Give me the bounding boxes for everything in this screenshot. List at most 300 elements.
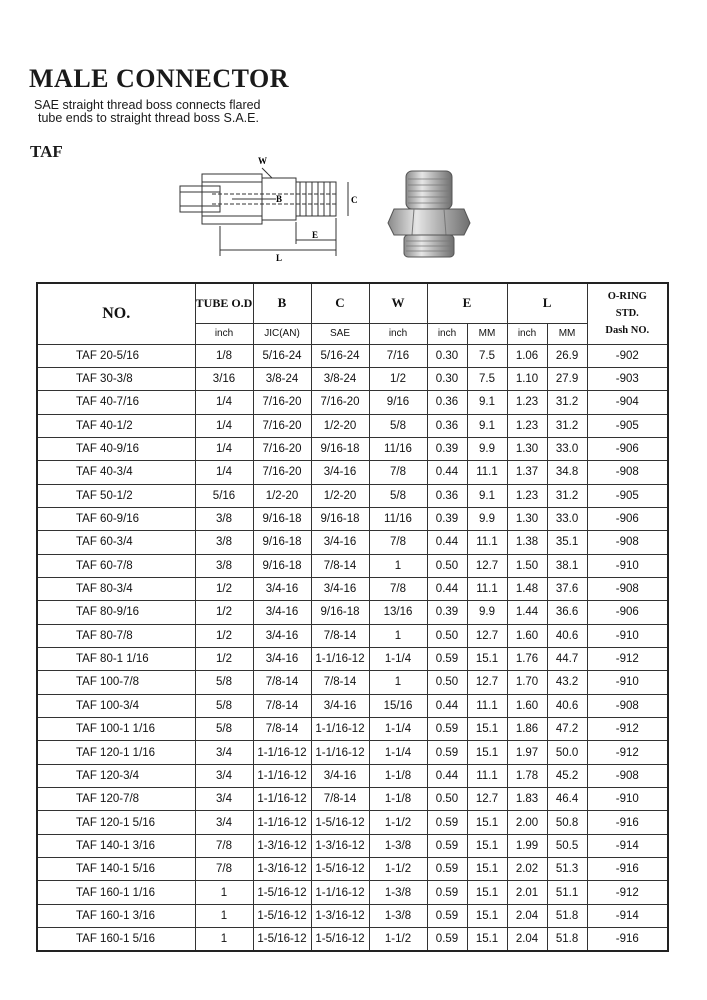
- table-cell: 9/16-18: [311, 601, 369, 624]
- table-body: [37, 344, 668, 951]
- table-row: [37, 414, 668, 437]
- table-cell: 1-1/16-12: [253, 788, 311, 811]
- table-row: [37, 531, 668, 554]
- table-cell: 7/8: [369, 531, 427, 554]
- table-cell: -910: [587, 788, 668, 811]
- table-cell: 1: [369, 671, 427, 694]
- table-cell: 1/2: [195, 601, 253, 624]
- table-cell: 2.01: [507, 881, 547, 904]
- table-cell: 7/8-14: [253, 671, 311, 694]
- table-cell: 1/8: [195, 344, 253, 367]
- table-cell: 15/16: [369, 694, 427, 717]
- table-cell: 1-1/16-12: [311, 718, 369, 741]
- table-cell: 0.59: [427, 834, 467, 857]
- table-cell: 1-1/16-12: [253, 811, 311, 834]
- table-cell: 0.39: [427, 437, 467, 460]
- table-cell: 11.1: [467, 461, 507, 484]
- table-cell: 9.9: [467, 507, 507, 530]
- table-row: [37, 647, 668, 670]
- table-cell: 0.59: [427, 647, 467, 670]
- table-cell: 7/8-14: [311, 554, 369, 577]
- table-cell: 1-3/16-12: [311, 834, 369, 857]
- table-cell: TAF 50-1/2: [37, 484, 195, 507]
- header-c: C: [311, 283, 369, 323]
- table-cell: 15.1: [467, 647, 507, 670]
- connector-product-photo: [386, 165, 472, 261]
- table-cell: 3/8: [195, 554, 253, 577]
- table-cell: 51.1: [547, 881, 587, 904]
- table-cell: -912: [587, 881, 668, 904]
- table-cell: 3/8-24: [311, 367, 369, 390]
- table-cell: 1.38: [507, 531, 547, 554]
- table-cell: -904: [587, 391, 668, 414]
- table-cell: TAF 140-1 5/16: [37, 858, 195, 881]
- table-row: [37, 577, 668, 600]
- table-cell: 9/16-18: [253, 507, 311, 530]
- table-cell: 9/16-18: [311, 437, 369, 460]
- table-cell: 1/2-20: [311, 484, 369, 507]
- table-cell: 3/4-16: [253, 647, 311, 670]
- unit-l-mm: MM: [547, 323, 587, 344]
- table-cell: 5/16-24: [253, 344, 311, 367]
- table-row: [37, 811, 668, 834]
- table-cell: 11/16: [369, 507, 427, 530]
- table-cell: 0.36: [427, 391, 467, 414]
- table-cell: 3/4-16: [311, 694, 369, 717]
- table-cell: TAF 140-1 3/16: [37, 834, 195, 857]
- table-cell: 1.48: [507, 577, 547, 600]
- table-row: [37, 764, 668, 787]
- header-oring-line-1: O-RING: [607, 291, 647, 303]
- table-cell: 1-1/4: [369, 741, 427, 764]
- table-cell: 1/2-20: [311, 414, 369, 437]
- table-cell: 1: [195, 928, 253, 952]
- table-cell: 7/16-20: [253, 461, 311, 484]
- table-cell: 9.1: [467, 391, 507, 414]
- table-cell: TAF 40-7/16: [37, 391, 195, 414]
- table-cell: -914: [587, 904, 668, 927]
- table-cell: 1-1/8: [369, 764, 427, 787]
- table-cell: 1-1/2: [369, 928, 427, 952]
- table-cell: 45.2: [547, 764, 587, 787]
- table-cell: 0.44: [427, 577, 467, 600]
- table-cell: 15.1: [467, 811, 507, 834]
- table-cell: 3/4: [195, 741, 253, 764]
- table-cell: 1.44: [507, 601, 547, 624]
- table-cell: 3/4-16: [253, 601, 311, 624]
- table-cell: 51.3: [547, 858, 587, 881]
- table-cell: 3/4-16: [311, 577, 369, 600]
- table-cell: 5/8: [369, 414, 427, 437]
- table-cell: TAF 80-1 1/16: [37, 647, 195, 670]
- table-cell: 1-1/8: [369, 788, 427, 811]
- table-cell: 1.30: [507, 437, 547, 460]
- table-cell: 0.36: [427, 414, 467, 437]
- header-e: E: [427, 283, 507, 323]
- table-cell: 7/8-14: [311, 788, 369, 811]
- table-cell: 1.37: [507, 461, 547, 484]
- table-cell: TAF 120-3/4: [37, 764, 195, 787]
- table-cell: 3/8: [195, 531, 253, 554]
- table-cell: 1-5/16-12: [253, 881, 311, 904]
- description-line-1: SAE straight thread boss connects flared: [34, 98, 261, 112]
- table-cell: -912: [587, 741, 668, 764]
- table-row: [37, 461, 668, 484]
- table-cell: 47.2: [547, 718, 587, 741]
- table-row: [37, 718, 668, 741]
- table-cell: 1-5/16-12: [253, 928, 311, 952]
- table-cell: 1-1/16-12: [311, 647, 369, 670]
- table-cell: 15.1: [467, 834, 507, 857]
- table-cell: 2.02: [507, 858, 547, 881]
- table-cell: 3/4: [195, 764, 253, 787]
- table-cell: 7/16-20: [253, 414, 311, 437]
- table-row: [37, 928, 668, 952]
- table-cell: -906: [587, 507, 668, 530]
- table-row: [37, 437, 668, 460]
- table-cell: TAF 160-1 5/16: [37, 928, 195, 952]
- table-cell: -910: [587, 671, 668, 694]
- table-cell: 1-1/16-12: [253, 741, 311, 764]
- table-row: [37, 367, 668, 390]
- table-cell: 38.1: [547, 554, 587, 577]
- table-row: [37, 391, 668, 414]
- table-cell: 1-3/16-12: [253, 858, 311, 881]
- table-cell: 5/16-24: [311, 344, 369, 367]
- table-cell: -908: [587, 764, 668, 787]
- table-cell: 1-1/2: [369, 811, 427, 834]
- table-cell: 1.10: [507, 367, 547, 390]
- description-line-2: tube ends to straight thread boss S.A.E.: [38, 111, 259, 125]
- table-cell: TAF 160-1 3/16: [37, 904, 195, 927]
- header-no: NO.: [37, 283, 195, 344]
- table-cell: 31.2: [547, 391, 587, 414]
- table-cell: 3/4: [195, 788, 253, 811]
- table-cell: TAF 60-3/4: [37, 531, 195, 554]
- table-cell: 0.44: [427, 531, 467, 554]
- table-cell: 1-3/8: [369, 904, 427, 927]
- table-cell: 27.9: [547, 367, 587, 390]
- table-cell: 1/2-20: [253, 484, 311, 507]
- table-cell: 1: [369, 624, 427, 647]
- table-cell: TAF 60-9/16: [37, 507, 195, 530]
- header-w: W: [369, 283, 427, 323]
- table-cell: 0.44: [427, 694, 467, 717]
- table-cell: -908: [587, 461, 668, 484]
- table-cell: 1: [195, 881, 253, 904]
- table-cell: 0.30: [427, 367, 467, 390]
- table-cell: 50.8: [547, 811, 587, 834]
- table-cell: 51.8: [547, 928, 587, 952]
- table-cell: TAF 120-1 5/16: [37, 811, 195, 834]
- table-cell: 7/16-20: [253, 391, 311, 414]
- table-cell: 0.59: [427, 928, 467, 952]
- header-tube-od: TUBE O.D: [195, 283, 253, 323]
- table-cell: 0.50: [427, 554, 467, 577]
- unit-tube-od: inch: [195, 323, 253, 344]
- table-cell: -916: [587, 858, 668, 881]
- table-cell: 5/8: [195, 671, 253, 694]
- table-cell: 31.2: [547, 414, 587, 437]
- unit-e-mm: MM: [467, 323, 507, 344]
- table-row: [37, 507, 668, 530]
- table-cell: 7/16: [369, 344, 427, 367]
- table-cell: TAF 120-7/8: [37, 788, 195, 811]
- table-cell: 1: [195, 904, 253, 927]
- table-cell: 34.8: [547, 461, 587, 484]
- table-row: [37, 554, 668, 577]
- table-cell: 1/4: [195, 391, 253, 414]
- table-cell: 0.30: [427, 344, 467, 367]
- table-cell: 1/2: [195, 647, 253, 670]
- table-cell: 7.5: [467, 344, 507, 367]
- diagram-label-c: C: [351, 195, 358, 205]
- table-cell: 1-1/4: [369, 718, 427, 741]
- table-row: [37, 484, 668, 507]
- table-cell: 1/4: [195, 414, 253, 437]
- table-cell: 43.2: [547, 671, 587, 694]
- series-code: TAF: [30, 142, 63, 161]
- table-cell: 1-3/8: [369, 834, 427, 857]
- table-cell: 1/4: [195, 437, 253, 460]
- table-cell: 12.7: [467, 554, 507, 577]
- table-cell: -916: [587, 928, 668, 952]
- table-cell: 1/2: [195, 577, 253, 600]
- table-row: [37, 904, 668, 927]
- table-cell: 1-5/16-12: [311, 811, 369, 834]
- table-cell: 0.59: [427, 881, 467, 904]
- table-cell: 9/16-18: [311, 507, 369, 530]
- table-cell: 0.59: [427, 718, 467, 741]
- table-cell: -916: [587, 811, 668, 834]
- table-cell: 40.6: [547, 624, 587, 647]
- table-cell: 1-3/16-12: [253, 834, 311, 857]
- table-cell: 9.9: [467, 601, 507, 624]
- table-cell: TAF 30-3/8: [37, 367, 195, 390]
- table-cell: 7/8-14: [311, 671, 369, 694]
- table-cell: 9/16-18: [253, 554, 311, 577]
- table-cell: -910: [587, 554, 668, 577]
- table-cell: 3/16: [195, 367, 253, 390]
- table-cell: -914: [587, 834, 668, 857]
- table-cell: 11.1: [467, 694, 507, 717]
- table-cell: 15.1: [467, 928, 507, 952]
- table-cell: 40.6: [547, 694, 587, 717]
- table-cell: 7/8-14: [253, 718, 311, 741]
- diagram-label-l: L: [276, 253, 283, 263]
- table-cell: 51.8: [547, 904, 587, 927]
- table-cell: 1.76: [507, 647, 547, 670]
- table-cell: 7/16-20: [253, 437, 311, 460]
- table-cell: 3/8-24: [253, 367, 311, 390]
- table-cell: TAF 100-7/8: [37, 671, 195, 694]
- unit-w: inch: [369, 323, 427, 344]
- page-title: MALE CONNECTOR: [29, 64, 290, 93]
- table-cell: 9/16-18: [253, 531, 311, 554]
- table-cell: -906: [587, 437, 668, 460]
- table-cell: 15.1: [467, 741, 507, 764]
- table-cell: 7/8-14: [311, 624, 369, 647]
- table-cell: 15.1: [467, 881, 507, 904]
- table-cell: 0.50: [427, 788, 467, 811]
- table-cell: 1-5/16-12: [311, 928, 369, 952]
- table-cell: TAF 60-7/8: [37, 554, 195, 577]
- table-cell: 1: [369, 554, 427, 577]
- unit-l-inch: inch: [507, 323, 547, 344]
- table-cell: 31.2: [547, 484, 587, 507]
- table-cell: 3/4-16: [253, 577, 311, 600]
- table-cell: 7/8: [369, 461, 427, 484]
- table-cell: 5/16: [195, 484, 253, 507]
- table-cell: 12.7: [467, 788, 507, 811]
- table-cell: 7/8: [195, 834, 253, 857]
- unit-c: SAE: [311, 323, 369, 344]
- table-cell: 9/16: [369, 391, 427, 414]
- table-row: [37, 344, 668, 367]
- table-cell: 1-3/8: [369, 881, 427, 904]
- unit-e-inch: inch: [427, 323, 467, 344]
- diagram-label-w: W: [258, 156, 267, 166]
- table-cell: 0.44: [427, 461, 467, 484]
- table-cell: 1.78: [507, 764, 547, 787]
- table-cell: 0.50: [427, 671, 467, 694]
- table-cell: 1.83: [507, 788, 547, 811]
- table-cell: 5/8: [195, 718, 253, 741]
- table-cell: 50.0: [547, 741, 587, 764]
- table-cell: 5/8: [195, 694, 253, 717]
- table-cell: 1.86: [507, 718, 547, 741]
- table-cell: 2.00: [507, 811, 547, 834]
- table-cell: 35.1: [547, 531, 587, 554]
- table-cell: 1.60: [507, 694, 547, 717]
- table-cell: 11.1: [467, 531, 507, 554]
- table-cell: 11/16: [369, 437, 427, 460]
- table-row: [37, 624, 668, 647]
- table-row: [37, 788, 668, 811]
- table-cell: 1.30: [507, 507, 547, 530]
- table-cell: 1.23: [507, 414, 547, 437]
- table-cell: TAF 100-3/4: [37, 694, 195, 717]
- table-cell: 15.1: [467, 858, 507, 881]
- table-cell: 9.1: [467, 484, 507, 507]
- table-row: [37, 858, 668, 881]
- table-cell: 0.39: [427, 601, 467, 624]
- product-description: [34, 99, 261, 125]
- table-cell: TAF 160-1 1/16: [37, 881, 195, 904]
- table-row: [37, 881, 668, 904]
- table-cell: 2.04: [507, 928, 547, 952]
- table-cell: 1-1/4: [369, 647, 427, 670]
- table-cell: 7/16-20: [311, 391, 369, 414]
- table-cell: 15.1: [467, 904, 507, 927]
- table-cell: 44.7: [547, 647, 587, 670]
- table-cell: 1-1/2: [369, 858, 427, 881]
- table-cell: -912: [587, 647, 668, 670]
- table-cell: TAF 40-3/4: [37, 461, 195, 484]
- unit-b: JIC(AN): [253, 323, 311, 344]
- table-cell: 1.23: [507, 484, 547, 507]
- table-row: [37, 741, 668, 764]
- table-cell: 11.1: [467, 577, 507, 600]
- table-cell: 0.59: [427, 741, 467, 764]
- table-cell: 1/4: [195, 461, 253, 484]
- table-cell: 1.99: [507, 834, 547, 857]
- diagram-label-e: E: [312, 230, 319, 240]
- table-cell: -905: [587, 484, 668, 507]
- table-cell: 1-1/16-12: [311, 741, 369, 764]
- table-cell: 7/8: [369, 577, 427, 600]
- table-cell: 1-3/16-12: [311, 904, 369, 927]
- table-row: [37, 671, 668, 694]
- table-cell: 46.4: [547, 788, 587, 811]
- table-cell: 1.06: [507, 344, 547, 367]
- table-cell: 7/8-14: [253, 694, 311, 717]
- table-row: [37, 601, 668, 624]
- table-cell: 1-1/16-12: [253, 764, 311, 787]
- header-b: B: [253, 283, 311, 323]
- table-cell: 50.5: [547, 834, 587, 857]
- table-row: [37, 694, 668, 717]
- table-cell: 11.1: [467, 764, 507, 787]
- table-cell: TAF 80-7/8: [37, 624, 195, 647]
- table-cell: 33.0: [547, 437, 587, 460]
- table-cell: 3/8: [195, 507, 253, 530]
- table-cell: TAF 40-9/16: [37, 437, 195, 460]
- header-l: L: [507, 283, 587, 323]
- table-cell: 33.0: [547, 507, 587, 530]
- table-cell: -912: [587, 718, 668, 741]
- table-cell: -903: [587, 367, 668, 390]
- table-cell: 1/2: [369, 367, 427, 390]
- table-cell: 13/16: [369, 601, 427, 624]
- table-cell: 1-5/16-12: [253, 904, 311, 927]
- table-row: [37, 834, 668, 857]
- table-cell: 7/8: [195, 858, 253, 881]
- table-cell: 3/4-16: [311, 764, 369, 787]
- table-cell: 1.23: [507, 391, 547, 414]
- table-cell: -910: [587, 624, 668, 647]
- table-cell: 0.50: [427, 624, 467, 647]
- table-cell: TAF 80-9/16: [37, 601, 195, 624]
- connector-cross-section-diagram: [172, 148, 362, 266]
- table-cell: -906: [587, 601, 668, 624]
- table-cell: 1.60: [507, 624, 547, 647]
- table-cell: 7.5: [467, 367, 507, 390]
- header-oring-line-2: STD.: [615, 308, 639, 320]
- table-cell: -908: [587, 577, 668, 600]
- table-cell: TAF 120-1 1/16: [37, 741, 195, 764]
- table-cell: 3/4-16: [311, 461, 369, 484]
- table-cell: 9.1: [467, 414, 507, 437]
- header-oring-line-3: Dash NO.: [605, 325, 650, 337]
- table-cell: 37.6: [547, 577, 587, 600]
- header-oring: [587, 283, 668, 344]
- table-cell: 1-1/16-12: [311, 881, 369, 904]
- table-cell: 0.36: [427, 484, 467, 507]
- table-cell: 26.9: [547, 344, 587, 367]
- table-cell: 0.44: [427, 764, 467, 787]
- table-cell: TAF 40-1/2: [37, 414, 195, 437]
- table-cell: TAF 100-1 1/16: [37, 718, 195, 741]
- table-cell: TAF 20-5/16: [37, 344, 195, 367]
- table-cell: 3/4-16: [253, 624, 311, 647]
- table-cell: 3/4-16: [311, 531, 369, 554]
- table-cell: 2.04: [507, 904, 547, 927]
- table-cell: -908: [587, 694, 668, 717]
- table-cell: 15.1: [467, 718, 507, 741]
- table-cell: 3/4: [195, 811, 253, 834]
- table-cell: 1.70: [507, 671, 547, 694]
